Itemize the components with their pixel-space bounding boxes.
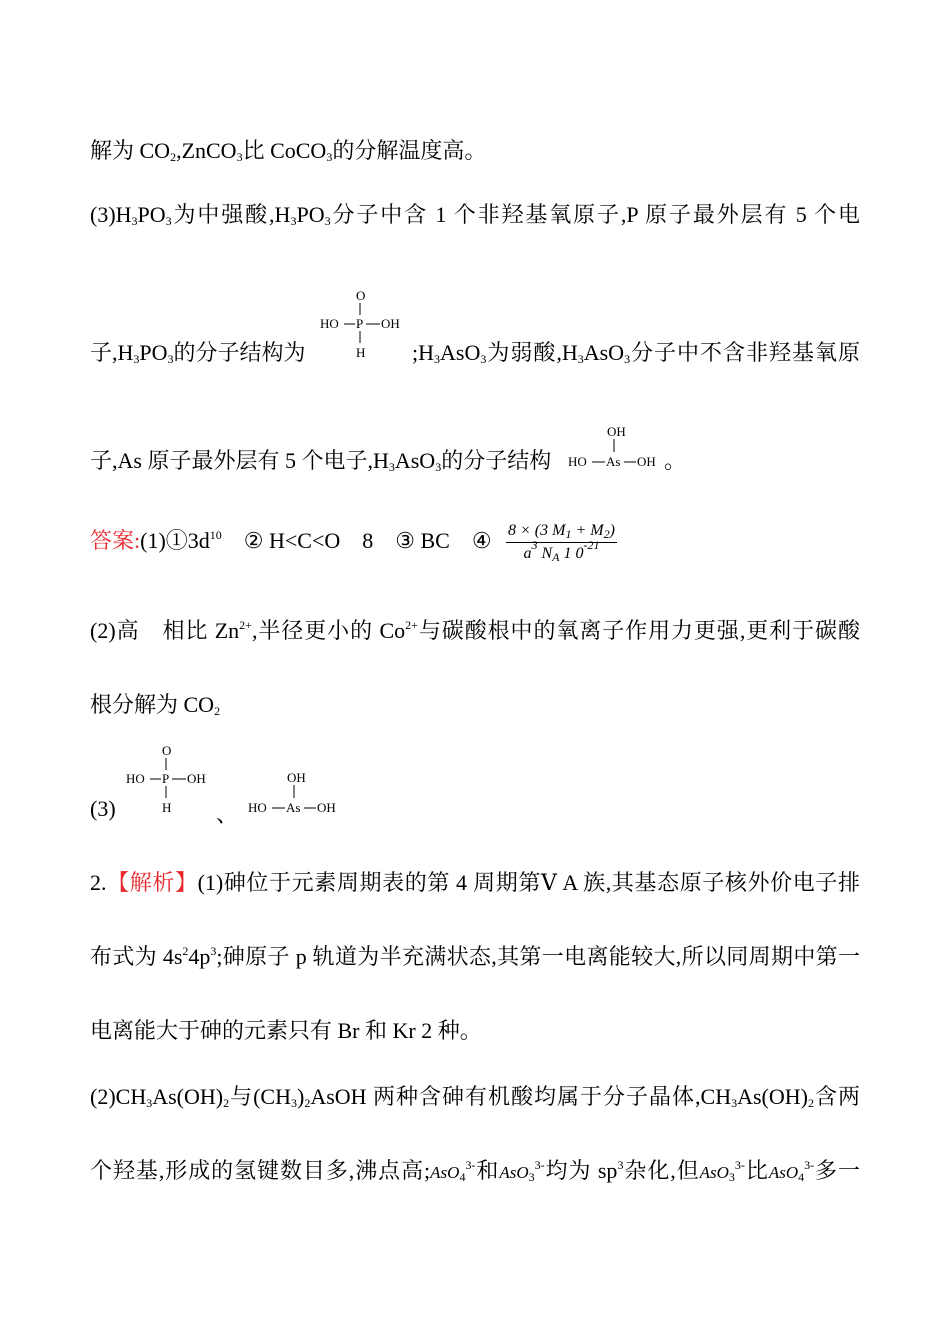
h3aso3-structure	[566, 422, 664, 474]
svg-text:OH: OH	[317, 800, 336, 815]
text-line-1: 解为 $CO_2,ZnCO_3$比 CoCO$_3$的分解温度高。	[90, 138, 487, 164]
svg-text:As: As	[606, 454, 621, 469]
text-line-12: $(2)CH_3As(OH)_2$与$(CH_3)_2AsOH$ 两种含砷有机酸均属于分子晶体$,CH_3As(OH)_2$含两	[90, 1084, 860, 1110]
text-line-13: 个羟基,形成的氢键数目多,沸点高;AsO$_4^{3-}$和AsO$_3^{3-}$均为 $sp^3$杂化,但AsO$_3^{3-}$比AsO$_4^{3-}$多一	[90, 1158, 860, 1184]
answer-h3aso3-structure	[246, 768, 344, 820]
text-line-8-sep: 、	[216, 802, 239, 827]
text-line-2: $(3)H_3PO_3$为中强酸$,H_3PO_3$分子中含 1 个非羟基氧原子,P 原子最外层有 5 个电	[90, 202, 861, 228]
svg-text:OH: OH	[287, 770, 306, 785]
section-2-heading: 2.【解析】(1)砷位于元素周期表的第 4 周期第Ⅴ A 族,其基态原子核外价电子排	[90, 870, 860, 895]
text-line-3b: $;H_3AsO_3$为弱酸$,H_3AsO_3$分子中不含非羟基氧原	[412, 340, 860, 366]
h3po3-structure	[318, 287, 410, 365]
text-line-6: (2)高 相比 $Zn^{2+}$,半径更小的 $Co^{2+}$与碳酸根中的氧离子作用力更强,更利于碳酸	[90, 618, 860, 643]
svg-text:HO: HO	[568, 454, 587, 469]
text-line-7: 根分解为 $CO_2$	[90, 692, 221, 718]
svg-text:OH: OH	[637, 454, 656, 469]
answer-label: 答案:	[90, 528, 141, 553]
svg-text:O: O	[356, 288, 366, 303]
svg-text:P: P	[162, 771, 170, 786]
text-line-11: 电离能大于砷的元素只有 Br 和 Kr 2 种。	[90, 1018, 482, 1043]
svg-text:H: H	[162, 800, 172, 815]
svg-text:OH: OH	[607, 424, 626, 439]
text-line-4: 子,As 原子最外层有 5 个电子$,H_3AsO_3$的分子结构	[90, 448, 552, 474]
text-line-3: 子$,H_3PO_3$的分子结构为	[90, 340, 306, 366]
svg-text:HO: HO	[248, 800, 267, 815]
svg-text:As: As	[286, 800, 301, 815]
answer-h3po3-structure	[124, 742, 216, 820]
svg-text:O: O	[162, 743, 172, 758]
svg-text:HO: HO	[320, 316, 339, 331]
text-line-4-end: 。	[664, 448, 687, 473]
answer-line: 答案$:(1)①3d^{10}$ ② H<C<O 8 ③ BC ④	[90, 528, 492, 553]
svg-text:H: H	[356, 345, 366, 360]
svg-text:HO: HO	[126, 771, 145, 786]
text-line-8: (3)	[90, 796, 116, 821]
analysis-tag: 【解析】	[106, 870, 198, 895]
svg-text:OH: OH	[187, 771, 206, 786]
text-line-10: 布式为 $4s^24p^3$;砷原子 p 轨道为半充满状态,其第一电离能较大,所以同周期中第一	[90, 944, 860, 969]
svg-text:P: P	[356, 316, 364, 331]
answer-fraction: $\frac{8 \times (3 M_1 + M_2)}{a^3 N_A 1 0^{-21}}$	[508, 522, 615, 564]
svg-text:OH: OH	[381, 316, 400, 331]
